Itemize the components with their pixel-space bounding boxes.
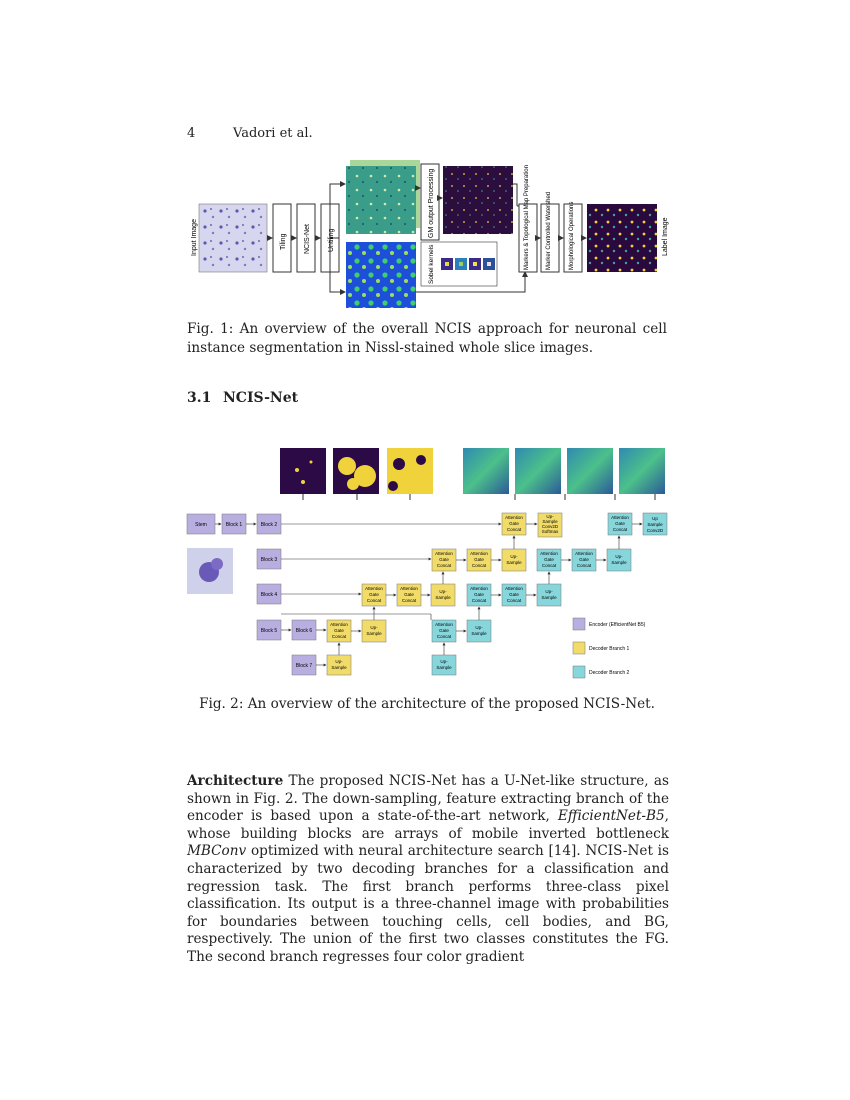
gm-processing-label: GM output Processing: [428, 168, 435, 238]
figure-1-caption: Fig. 1: An overview of the overall NCIS approach for neuronal cell instance segmentation in Nissl-stained whole slice images.: [187, 321, 667, 356]
stem-label: Stem: [195, 522, 207, 528]
block-6-label: Block 6: [295, 628, 313, 634]
svg-text:Concat: Concat: [576, 563, 592, 568]
block-3-label: Block 3: [260, 557, 278, 563]
svg-text:Concat: Concat: [436, 563, 452, 568]
svg-text:Concat: Concat: [436, 634, 452, 639]
svg-text:Concat: Concat: [471, 598, 487, 603]
running-header-authors: Vadori et al.: [233, 126, 313, 141]
tiling-label: Tiling: [280, 233, 287, 250]
section-number: 3.1: [187, 390, 212, 406]
seg-output-image: [346, 242, 416, 308]
block-4-label: Block 4: [260, 592, 278, 598]
input-image-label: Input Image: [191, 219, 198, 256]
svg-text:Up-: Up-: [440, 659, 448, 664]
svg-text:Gate: Gate: [544, 557, 554, 562]
svg-text:Up: Up: [652, 516, 658, 521]
svg-text:Sample: Sample: [366, 631, 382, 636]
svg-text:Up-: Up-: [615, 554, 623, 559]
legend-dec1-label: Decoder Branch 1: [589, 646, 630, 652]
svg-text:Gate: Gate: [509, 592, 519, 597]
legend-dec2-label: Decoder Branch 2: [589, 670, 630, 676]
svg-text:Gate: Gate: [404, 592, 414, 597]
morph-label: Morphological Operations: [569, 201, 575, 270]
svg-text:Attention: Attention: [435, 622, 453, 627]
watershed-label: Marker Controlled Watershed: [546, 191, 552, 270]
sobel-label: Sobel kernels: [428, 244, 435, 284]
svg-text:Up-: Up-: [439, 589, 447, 594]
legend-dec1-swatch: [573, 642, 585, 654]
section-heading: [187, 390, 298, 406]
svg-text:Gate: Gate: [369, 592, 379, 597]
legend-encoder-swatch: [573, 618, 585, 630]
legend-dec2-swatch: [573, 666, 585, 678]
section-title: NCIS-Net: [223, 390, 299, 406]
paragraph-run-in: Architecture: [187, 773, 284, 789]
label-image: [587, 204, 657, 272]
svg-text:Gate: Gate: [474, 592, 484, 597]
svg-text:Attention: Attention: [540, 551, 558, 556]
svg-text:Sample: Sample: [542, 519, 558, 524]
svg-text:Attention: Attention: [505, 515, 523, 520]
page-number: 4: [187, 126, 196, 141]
svg-text:Up-: Up-: [370, 625, 378, 630]
svg-text:Attention: Attention: [435, 551, 453, 556]
svg-text:Sample: Sample: [647, 522, 663, 527]
svg-text:Concat: Concat: [541, 563, 557, 568]
svg-text:Attention: Attention: [575, 551, 593, 556]
svg-text:Up-: Up-: [335, 659, 343, 664]
figure-2-architecture: [185, 446, 670, 684]
untiling-label: Untiling: [328, 228, 335, 252]
svg-text:Up-: Up-: [475, 625, 483, 630]
svg-text:Gate: Gate: [474, 557, 484, 562]
svg-text:Concat: Concat: [331, 634, 347, 639]
svg-text:Attention: Attention: [365, 586, 383, 591]
legend-encoder-label: Encoder (EfficientNet B5): [589, 622, 646, 628]
svg-text:Concat: Concat: [506, 598, 522, 603]
svg-text:Up-: Up-: [546, 514, 554, 519]
svg-text:Attention: Attention: [611, 515, 629, 520]
svg-text:Sample: Sample: [541, 595, 557, 600]
svg-text:Gate: Gate: [579, 557, 589, 562]
svg-text:Concat: Concat: [612, 527, 628, 532]
block-1-label: Block 1: [225, 522, 243, 528]
figure-2-caption: Fig. 2: An overview of the architecture of the proposed NCIS-Net.: [199, 696, 655, 712]
output-gradient-1: [463, 448, 509, 494]
input-image: [199, 204, 267, 272]
svg-text:Concat: Concat: [401, 598, 417, 603]
svg-text:Concat: Concat: [366, 598, 382, 603]
svg-text:Gate: Gate: [439, 628, 449, 633]
svg-text:Concat: Concat: [471, 563, 487, 568]
gm-processed-image: [443, 166, 513, 234]
gm-output-image: [346, 166, 416, 234]
output-gradient-4: [619, 448, 665, 494]
block-2-label: Block 2: [260, 522, 278, 528]
svg-text:Sample: Sample: [471, 631, 487, 636]
svg-text:Sample: Sample: [331, 665, 347, 670]
svg-text:Attention: Attention: [505, 586, 523, 591]
block-7-label: Block 7: [295, 663, 313, 669]
figure-1-pipeline: [185, 158, 675, 308]
svg-text:Gate: Gate: [439, 557, 449, 562]
svg-text:Sample: Sample: [611, 560, 627, 565]
svg-text:Attention: Attention: [470, 586, 488, 591]
svg-text:Sample: Sample: [506, 560, 522, 565]
svg-text:Attention: Attention: [470, 551, 488, 556]
output-gradient-2: [515, 448, 561, 494]
output-boundary-map: [280, 448, 326, 494]
svg-text:Attention: Attention: [330, 622, 348, 627]
svg-text:Up-: Up-: [545, 589, 553, 594]
svg-text:Gate: Gate: [509, 521, 519, 526]
ncis-net-label: NCIS-Net: [304, 224, 311, 254]
svg-text:Up-: Up-: [510, 554, 518, 559]
label-image-label: Label Image: [662, 217, 669, 256]
svg-text:Sample: Sample: [435, 595, 451, 600]
svg-text:Attention: Attention: [400, 586, 418, 591]
svg-text:Sample: Sample: [436, 665, 452, 670]
output-gradient-3: [567, 448, 613, 494]
svg-text:Concat: Concat: [506, 527, 522, 532]
markers-label: Markers & Topological Map Preparation: [524, 165, 530, 270]
svg-text:Softmax: Softmax: [541, 529, 559, 534]
svg-text:Conv2D: Conv2D: [646, 528, 664, 533]
block-5-label: Block 5: [260, 628, 278, 634]
svg-text:Gate: Gate: [615, 521, 625, 526]
svg-text:Gate: Gate: [334, 628, 344, 633]
svg-text:Conv2D: Conv2D: [541, 524, 559, 529]
body-paragraph: Architecture The proposed NCIS-Net has a U-Net-like structure, as shown in Fig. 2. The down-sampling, feature extracting branch of the encoder is based upon a state-of-the-art network, EfficientNet-B5, whose building blocks are arrays of mobile inverted bottleneck MBConv optimized with neural architecture search [14]. NCIS-Net is characterized by two decoding branches for a classification and regression task. The first branch performs three-class pixel classification. Its output is a three-channel image with probabilities for boundaries between touching cells, cell bodies, and BG, respectively. The union of the first two classes constitutes the FG. The second branch regresses four color gradient: [187, 773, 669, 965]
